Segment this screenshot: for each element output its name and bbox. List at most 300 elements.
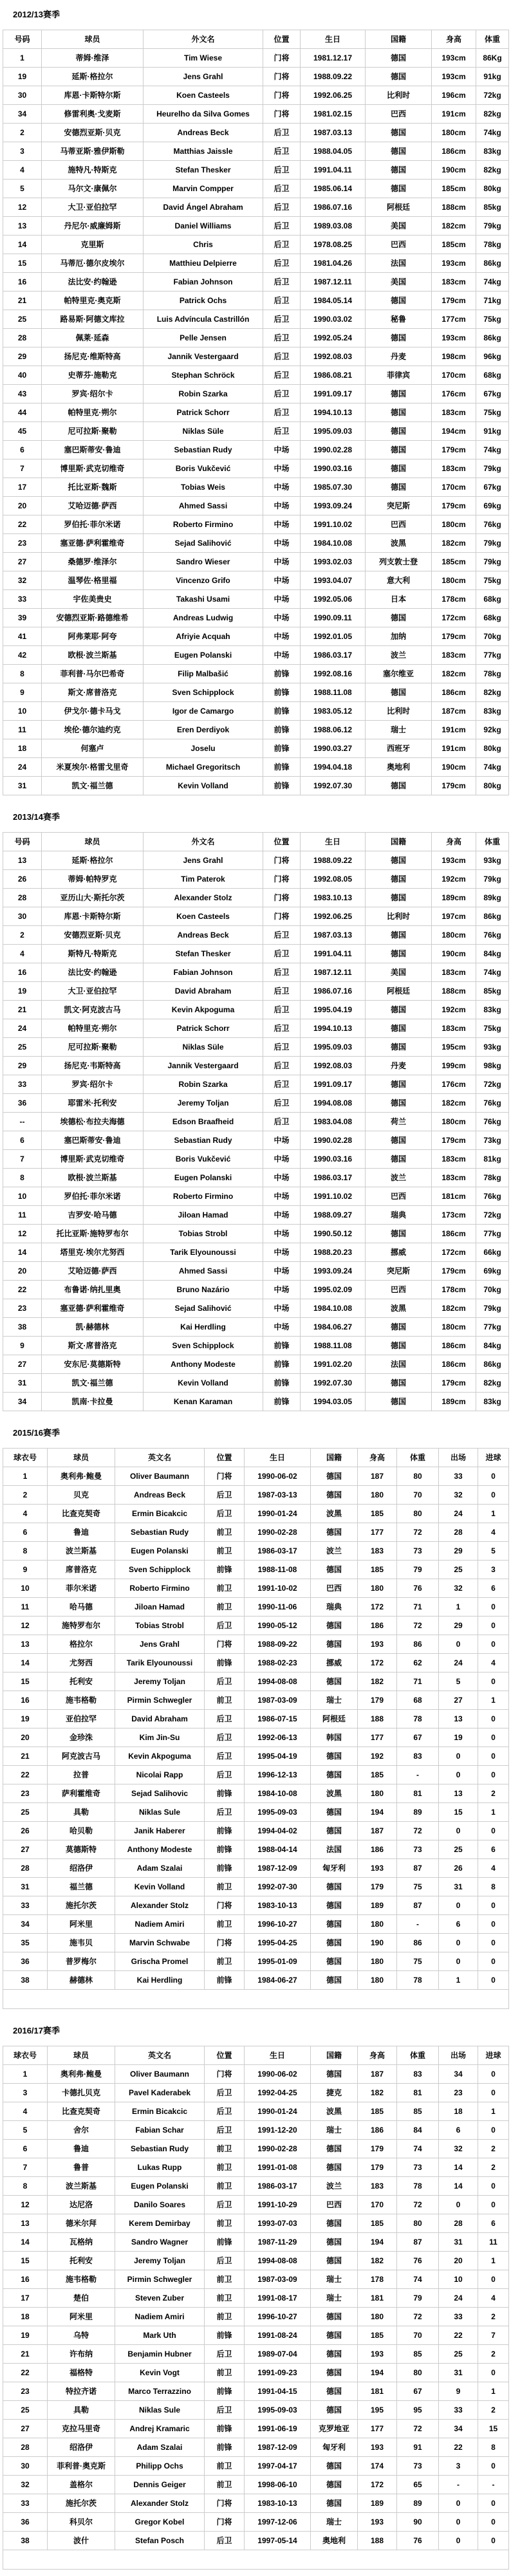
jersey-number-cell: 4 <box>3 945 42 963</box>
weight-cell: 77kg <box>476 1225 509 1243</box>
position-cell: 门将 <box>205 2065 245 2084</box>
player-name-cell: 尼可拉斯·聚勒 <box>42 1038 144 1057</box>
player-row <box>3 1187 509 1206</box>
col-header-player-name: 球员 <box>42 833 144 851</box>
season-section-2013-14 <box>3 810 508 1411</box>
jersey-number-cell: 40 <box>3 366 42 385</box>
jersey-number-cell: 34 <box>3 105 42 124</box>
player-name-cell: 大卫·亚伯拉罕 <box>42 198 144 217</box>
jersey-number-cell: 14 <box>3 236 42 254</box>
position-cell: 前锋 <box>205 1784 245 1803</box>
birthdate-cell: 1992.08.03 <box>301 1057 366 1075</box>
player-row <box>3 1113 509 1131</box>
appearances-cell: 32 <box>439 1579 478 1598</box>
col-header-jersey-number: 号码 <box>3 30 42 49</box>
weight-cell: 68kg <box>476 609 509 627</box>
jersey-number-cell: 2 <box>3 1486 48 1505</box>
birthdate-cell: 1991.09.17 <box>301 385 366 403</box>
birthdate-cell: 1992.06.25 <box>301 907 366 926</box>
player-name-cell: 艾哈迈德·萨西 <box>42 497 144 515</box>
birthdate-cell: 1988.09.22 <box>301 68 366 86</box>
jersey-number-cell: 18 <box>3 2308 48 2326</box>
birthdate-cell: 1993.09.24 <box>301 1262 366 1281</box>
foreign-name-cell: Patrick Schorr <box>144 1019 263 1038</box>
birthdate-cell: 1986.07.16 <box>301 982 366 1001</box>
weight-cell: 80 <box>397 1467 439 1486</box>
jersey-number-cell: 3 <box>3 2084 48 2102</box>
position-cell: 后卫 <box>263 1001 301 1019</box>
nationality-cell: 德国 <box>366 1001 432 1019</box>
jersey-number-cell: 25 <box>3 2401 48 2420</box>
weight-cell: 75kg <box>476 310 509 329</box>
player-name-cell: 鲁普 <box>48 2158 115 2177</box>
position-cell: 中场 <box>263 1206 301 1225</box>
player-row <box>3 1001 509 1019</box>
position-cell: 前锋 <box>205 1822 245 1840</box>
player-row <box>3 1243 509 1262</box>
nationality-cell: 比利时 <box>366 702 432 721</box>
player-name-cell: 克里斯 <box>42 236 144 254</box>
birthdate-cell: 1995.02.09 <box>301 1281 366 1299</box>
height-cell: 181cm <box>432 1187 476 1206</box>
player-row <box>3 1225 509 1243</box>
nationality-cell: 阿根廷 <box>366 982 432 1001</box>
height-cell: 189 <box>358 2494 397 2513</box>
player-row <box>3 2326 509 2345</box>
foreign-name-cell: Oliver Baumann <box>115 2065 205 2084</box>
foreign-name-cell: Patrick Schorr <box>144 403 263 422</box>
birthdate-cell: 1987-03-09 <box>245 1691 311 1710</box>
appearances-cell: 27 <box>439 1691 478 1710</box>
goals-cell: 0 <box>478 1617 509 1635</box>
foreign-name-cell: Kevin Volland <box>115 1878 205 1896</box>
player-row <box>3 49 509 68</box>
weight-cell: 76 <box>397 2532 439 2550</box>
foreign-name-cell: David Abraham <box>144 982 263 1001</box>
foreign-name-cell: Dennis Geiger <box>115 2476 205 2494</box>
height-cell: 185cm <box>432 236 476 254</box>
birthdate-cell: 1990.03.16 <box>301 459 366 478</box>
player-name-cell: 波兰斯基 <box>48 1542 115 1561</box>
goals-cell: 0 <box>478 1598 509 1617</box>
player-name-cell: 德米尔拜 <box>48 2214 115 2233</box>
nationality-cell: 巴西 <box>366 1281 432 1299</box>
foreign-name-cell: Heurelho da Silva Gomes <box>144 105 263 124</box>
weight-cell: 93kg <box>476 851 509 870</box>
birthdate-cell: 1993.02.03 <box>301 553 366 571</box>
position-cell: 前锋 <box>263 1355 301 1374</box>
weight-cell: 86kg <box>476 1355 509 1374</box>
nationality-cell: 德国 <box>366 422 432 441</box>
nationality-cell: 德国 <box>366 1038 432 1057</box>
foreign-name-cell: Andreas Beck <box>115 1486 205 1505</box>
nationality-cell: 瑞士 <box>311 2121 358 2140</box>
nationality-cell: 德国 <box>366 329 432 347</box>
position-cell: 中场 <box>263 646 301 665</box>
position-cell: 中场 <box>263 1131 301 1150</box>
position-cell: 后卫 <box>205 1728 245 1747</box>
position-cell: 中场 <box>263 627 301 646</box>
foreign-name-cell: Sven Schipplock <box>115 1561 205 1579</box>
player-row <box>3 1393 509 1411</box>
header-row <box>3 1449 509 1467</box>
nationality-cell: 德国 <box>366 161 432 180</box>
jersey-number-cell: 33 <box>3 1896 48 1915</box>
appearances-cell: 9 <box>439 2382 478 2401</box>
jersey-number-cell: 31 <box>3 1878 48 1896</box>
foreign-name-cell: Gregor Kobel <box>115 2513 205 2532</box>
player-row <box>3 1654 509 1673</box>
foreign-name-cell: Kevin Akpoguma <box>115 1747 205 1766</box>
nationality-cell: 德国 <box>366 870 432 889</box>
height-cell: 196cm <box>432 86 476 105</box>
position-cell: 门将 <box>263 49 301 68</box>
weight-cell: 75kg <box>476 571 509 590</box>
nationality-cell: 德国 <box>311 1747 358 1766</box>
goals-cell: 0 <box>478 2121 509 2140</box>
foreign-name-cell: Matthieu Delpierre <box>144 254 263 273</box>
jersey-number-cell: 12 <box>3 2196 48 2214</box>
player-name-cell: 延斯·格拉尔 <box>42 68 144 86</box>
goals-cell: 0 <box>478 1486 509 1505</box>
nationality-cell: 丹麦 <box>366 347 432 366</box>
position-cell: 前卫 <box>205 1523 245 1542</box>
nationality-cell: 德国 <box>366 441 432 459</box>
player-name-cell: 凯文·福兰德 <box>42 777 144 795</box>
position-cell: 前锋 <box>263 683 301 702</box>
nationality-cell: 克罗地亚 <box>311 2420 358 2438</box>
weight-cell: 83kg <box>476 1393 509 1411</box>
player-row <box>3 1859 509 1878</box>
weight-cell: 79kg <box>476 459 509 478</box>
jersey-number-cell: 12 <box>3 1617 48 1635</box>
birthdate-cell: 1991-06-19 <box>245 2420 311 2438</box>
birthdate-cell: 1983.04.08 <box>301 1113 366 1131</box>
jersey-number-cell: 15 <box>3 1673 48 1691</box>
goals-cell: 0 <box>478 2270 509 2289</box>
birthdate-cell: 1986-03-17 <box>245 1542 311 1561</box>
height-cell: 194cm <box>432 422 476 441</box>
jersey-number-cell: 32 <box>3 2476 48 2494</box>
goals-cell: 1 <box>478 1691 509 1710</box>
nationality-cell: 德国 <box>366 1225 432 1243</box>
nationality-cell: 瑞士 <box>311 2513 358 2532</box>
appearances-cell: 19 <box>439 1728 478 1747</box>
player-row <box>3 1131 509 1150</box>
height-cell: 186cm <box>432 683 476 702</box>
player-name-cell: 比查克契奇 <box>48 1505 115 1523</box>
weight-cell: 73 <box>397 1542 439 1561</box>
birthdate-cell: 1984-10-08 <box>245 1784 311 1803</box>
position-cell: 后卫 <box>263 198 301 217</box>
position-cell: 中场 <box>263 1169 301 1187</box>
player-row <box>3 665 509 683</box>
player-row <box>3 2401 509 2420</box>
foreign-name-cell: Sven Schipplock <box>144 683 263 702</box>
weight-cell: - <box>397 1915 439 1934</box>
jersey-number-cell: 1 <box>3 49 42 68</box>
nationality-cell: 德国 <box>311 2252 358 2270</box>
jersey-number-cell: 2 <box>3 926 42 945</box>
weight-cell: 75kg <box>476 403 509 422</box>
nationality-cell: 瑞士 <box>366 721 432 739</box>
nationality-cell: 德国 <box>311 1896 358 1915</box>
foreign-name-cell: Oliver Baumann <box>115 1467 205 1486</box>
birthdate-cell: 1984.10.08 <box>301 534 366 553</box>
foreign-name-cell: Pelle Jensen <box>144 329 263 347</box>
birthdate-cell: 1991-08-24 <box>245 2326 311 2345</box>
jersey-number-cell: 5 <box>3 180 42 198</box>
player-name-cell: 乌特 <box>48 2326 115 2345</box>
col-header-weight: 体重 <box>397 1449 439 1467</box>
position-cell: 前锋 <box>205 1840 245 1859</box>
height-cell: 179cm <box>432 441 476 459</box>
nationality-cell: 挪威 <box>311 1654 358 1673</box>
player-row <box>3 2513 509 2532</box>
height-cell: 198cm <box>432 347 476 366</box>
goals-cell: 0 <box>478 1728 509 1747</box>
birthdate-cell: 1995-09-03 <box>245 1803 311 1822</box>
player-row <box>3 609 509 627</box>
jersey-number-cell: 10 <box>3 1187 42 1206</box>
height-cell: 172 <box>358 1654 397 1673</box>
height-cell: 179 <box>358 2158 397 2177</box>
nationality-cell: 德国 <box>311 1617 358 1635</box>
player-row <box>3 1542 509 1561</box>
nationality-cell: 韩国 <box>311 1728 358 1747</box>
player-name-cell: 罗宾·绍尔卡 <box>42 385 144 403</box>
appearances-cell: 0 <box>439 2196 478 2214</box>
position-cell: 后卫 <box>263 366 301 385</box>
position-cell: 后卫 <box>263 385 301 403</box>
goals-cell: 0 <box>478 2513 509 2532</box>
col-header-player-name: 球员 <box>48 1449 115 1467</box>
foreign-name-cell: Andrej Kramaric <box>115 2420 205 2438</box>
height-cell: 183cm <box>432 273 476 292</box>
height-cell: 180cm <box>432 124 476 142</box>
height-cell: 170 <box>358 2196 397 2214</box>
nationality-cell: 丹麦 <box>366 1057 432 1075</box>
birthdate-cell: 1986-07-15 <box>245 1710 311 1728</box>
height-cell: 172 <box>358 1598 397 1617</box>
nationality-cell: 德国 <box>366 889 432 907</box>
birthdate-cell: 1992.08.03 <box>301 347 366 366</box>
col-header-position: 位置 <box>263 30 301 49</box>
position-cell: 门将 <box>205 1635 245 1654</box>
player-name-cell: 鲁迪 <box>48 2140 115 2158</box>
height-cell: 183cm <box>432 403 476 422</box>
birthdate-cell: 1983.05.12 <box>301 702 366 721</box>
weight-cell: 82kg <box>476 1374 509 1393</box>
player-row <box>3 347 509 366</box>
height-cell: 186cm <box>432 1225 476 1243</box>
weight-cell: 87 <box>397 2233 439 2252</box>
weight-cell: 67 <box>397 1728 439 1747</box>
player-row <box>3 963 509 982</box>
player-row <box>3 1691 509 1710</box>
foreign-name-cell: Tobias Strobl <box>144 1225 263 1243</box>
birthdate-cell: 1996-10-27 <box>245 1915 311 1934</box>
player-name-cell: 佩莱·延森 <box>42 329 144 347</box>
birthdate-cell: 1981.04.26 <box>301 254 366 273</box>
foreign-name-cell: Edson Braafheid <box>144 1113 263 1131</box>
foreign-name-cell: Robin Szarka <box>144 385 263 403</box>
foreign-name-cell: Nadiem Amiri <box>115 1915 205 1934</box>
weight-cell: 83 <box>397 1747 439 1766</box>
jersey-number-cell: 9 <box>3 1337 42 1355</box>
position-cell: 后卫 <box>205 2532 245 2550</box>
jersey-number-cell: 23 <box>3 1784 48 1803</box>
goals-cell: 0 <box>478 1467 509 1486</box>
appearances-cell: 0 <box>439 2532 478 2550</box>
birthdate-cell: 1995-04-25 <box>245 1934 311 1952</box>
nationality-cell: 德国 <box>366 385 432 403</box>
jersey-number-cell: 36 <box>3 2513 48 2532</box>
jersey-number-cell: 16 <box>3 273 42 292</box>
nationality-cell: 德国 <box>366 1019 432 1038</box>
birthdate-cell: 1990-06-02 <box>245 1467 311 1486</box>
weight-cell: 76kg <box>476 1113 509 1131</box>
player-row <box>3 1747 509 1766</box>
foreign-name-cell: Adam Szalai <box>115 1859 205 1878</box>
player-name-cell: 施特凡·特斯克 <box>42 161 144 180</box>
goals-cell: 0 <box>478 2196 509 2214</box>
foreign-name-cell: Joselu <box>144 739 263 758</box>
position-cell: 后卫 <box>263 422 301 441</box>
position-cell: 前锋 <box>263 1393 301 1411</box>
goals-cell: 0 <box>478 1822 509 1840</box>
player-row <box>3 1971 509 1990</box>
weight-cell: 72 <box>397 2308 439 2326</box>
nationality-cell: 德国 <box>366 292 432 310</box>
col-header-player-name: 球员 <box>42 30 144 49</box>
birthdate-cell: 1986-03-17 <box>245 2177 311 2196</box>
birthdate-cell: 1991-08-17 <box>245 2289 311 2308</box>
nationality-cell: 波黑 <box>311 1505 358 1523</box>
appearances-cell: 26 <box>439 1859 478 1878</box>
jersey-number-cell: 43 <box>3 385 42 403</box>
height-cell: 192cm <box>432 1001 476 1019</box>
birthdate-cell: 1988.09.27 <box>301 1206 366 1225</box>
birthdate-cell: 1990.02.28 <box>301 1131 366 1150</box>
player-name-cell: 阿克波古马 <box>48 1747 115 1766</box>
nationality-cell: 突尼斯 <box>366 1262 432 1281</box>
birthdate-cell: 1994-04-02 <box>245 1822 311 1840</box>
player-row <box>3 571 509 590</box>
goals-cell: 8 <box>478 2438 509 2457</box>
player-row <box>3 1710 509 1728</box>
goals-cell: 4 <box>478 1859 509 1878</box>
nationality-cell: 匈牙利 <box>311 2438 358 2457</box>
height-cell: 174 <box>358 2457 397 2476</box>
height-cell: 183cm <box>432 459 476 478</box>
position-cell: 前锋 <box>205 2438 245 2457</box>
weight-cell: 84kg <box>476 945 509 963</box>
player-row <box>3 105 509 124</box>
nationality-cell: 瑞典 <box>366 1206 432 1225</box>
weight-cell: 77kg <box>476 646 509 665</box>
weight-cell: 81kg <box>476 1150 509 1169</box>
height-cell: 183cm <box>432 1150 476 1169</box>
foreign-name-cell: Kevin Vogt <box>115 2364 205 2382</box>
birthdate-cell: 1992.01.05 <box>301 627 366 646</box>
position-cell: 门将 <box>263 86 301 105</box>
weight-cell: 92kg <box>476 721 509 739</box>
weight-cell: 86kg <box>476 329 509 347</box>
height-cell: 182 <box>358 2252 397 2270</box>
player-name-cell: 路易斯·阿德文库拉 <box>42 310 144 329</box>
position-cell: 后卫 <box>205 2121 245 2140</box>
appearances-cell: 33 <box>439 1467 478 1486</box>
foreign-name-cell: Andreas Ludwig <box>144 609 263 627</box>
player-name-cell: 绍洛伊 <box>48 2438 115 2457</box>
jersey-number-cell: 4 <box>3 161 42 180</box>
weight-cell: 85kg <box>476 198 509 217</box>
birthdate-cell: 1995-01-09 <box>245 1952 311 1971</box>
birthdate-cell: 1991-10-29 <box>245 2196 311 2214</box>
birthdate-cell: 1978.08.25 <box>301 236 366 254</box>
player-name-cell: 比查克契奇 <box>48 2102 115 2121</box>
roster-table <box>3 2046 509 2570</box>
birthdate-cell: 1991.04.11 <box>301 161 366 180</box>
birthdate-cell: 1983-10-13 <box>245 2494 311 2513</box>
player-name-cell: 罗宾·绍尔卡 <box>42 1075 144 1094</box>
foreign-name-cell: Tarik Elyounoussi <box>115 1654 205 1673</box>
player-name-cell: 奥利弗·鲍曼 <box>48 1467 115 1486</box>
foreign-name-cell: Ahmed Sassi <box>144 497 263 515</box>
goals-cell: 0 <box>478 2065 509 2084</box>
weight-cell: 85kg <box>476 982 509 1001</box>
player-row <box>3 1169 509 1187</box>
height-cell: 185 <box>358 1766 397 1784</box>
player-name-cell: 阿米里 <box>48 2308 115 2326</box>
weight-cell: 79 <box>397 1561 439 1579</box>
foreign-name-cell: Philipp Ochs <box>115 2457 205 2476</box>
position-cell: 后卫 <box>205 1673 245 1691</box>
goals-cell: 4 <box>478 1654 509 1673</box>
player-name-cell: 尤努西 <box>48 1654 115 1673</box>
appearances-cell: 31 <box>439 1878 478 1896</box>
jersey-number-cell: 33 <box>3 590 42 609</box>
goals-cell: 0 <box>478 1915 509 1934</box>
player-row <box>3 534 509 553</box>
position-cell: 门将 <box>205 1467 245 1486</box>
foreign-name-cell: Kevin Volland <box>144 777 263 795</box>
nationality-cell: 奥地利 <box>366 758 432 777</box>
height-cell: 188cm <box>432 198 476 217</box>
birthdate-cell: 1992.08.05 <box>301 870 366 889</box>
nationality-cell: 美国 <box>366 273 432 292</box>
player-name-cell: 何塞卢 <box>42 739 144 758</box>
birthdate-cell: 1986.07.16 <box>301 198 366 217</box>
weight-cell: 71 <box>397 1598 439 1617</box>
goals-cell: 2 <box>478 2308 509 2326</box>
birthdate-cell: 1988.20.23 <box>301 1243 366 1262</box>
jersey-number-cell: 2 <box>3 124 42 142</box>
nationality-cell: 波黑 <box>311 1784 358 1803</box>
nationality-cell: 波黑 <box>366 534 432 553</box>
player-name-cell: 安德烈亚斯·路德维希 <box>42 609 144 627</box>
position-cell: 后卫 <box>205 2345 245 2364</box>
position-cell: 前卫 <box>205 2270 245 2289</box>
nationality-cell: 德国 <box>366 68 432 86</box>
weight-cell: 96kg <box>476 347 509 366</box>
weight-cell: 75kg <box>476 1019 509 1038</box>
birthdate-cell: 1988.11.08 <box>301 1337 366 1355</box>
jersey-number-cell: 6 <box>3 441 42 459</box>
height-cell: 190cm <box>432 161 476 180</box>
position-cell: 后卫 <box>205 2084 245 2102</box>
